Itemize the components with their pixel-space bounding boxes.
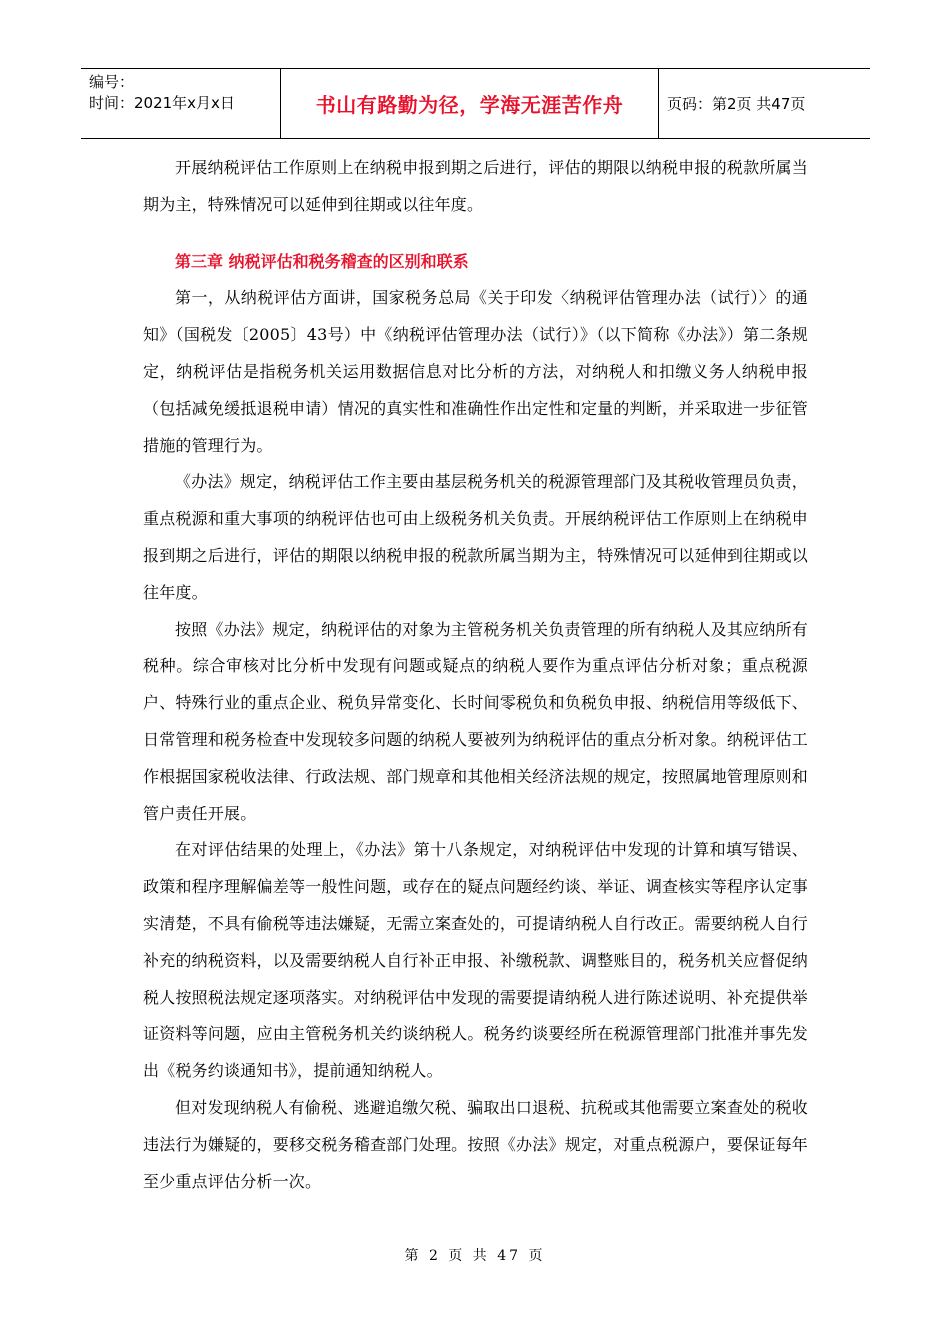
body-paragraph: 但对发现纳税人有偷税、逃避追缴欠税、骗取出口退税、抗税或其他需要立案查处的税收违法行为嫌疑的，要移交税务稽查部门处理。按照《办法》规定，对重点税源户，要保证每年至少重点评估分析一次。	[143, 1097, 808, 1191]
chapter-heading: 第三章 纳税评估和税务稽查的区别和联系	[175, 251, 469, 271]
body-paragraph: 第一，从纳税评估方面讲，国家税务总局《关于印发〈纳税评估管理办法（试行）〉的通知》（国税发〔2005〕43号）中《纳税评估管理办法（试行）》（以下简称《办法》）第二条规定，纳税评估是指税务机关运用数据信息对比分析的方法，对纳税人和扣缴义务人纳税申报（包括减免缓抵退税申请）情况的真实性和准确性作出定性和定量的判断，并采取进一步征管措施的管理行为。	[143, 288, 808, 455]
document-time-label: 时间：2021年x月x日	[89, 94, 235, 112]
header-motto: 书山有路勤为径，学海无涯苦作舟	[281, 69, 659, 138]
page-footer: 第 2 页 共 47 页	[404, 1248, 546, 1264]
body-paragraph: 开展纳税评估工作原则上在纳税申报到期之后进行，评估的期限以纳税申报的税款所属当期为主，特殊情况可以延伸到往期或以往年度。	[143, 158, 808, 214]
page-header	[81, 68, 870, 139]
header-page-info: 页码：第2页 共47页	[667, 95, 806, 113]
body-paragraph: 按照《办法》规定，纳税评估的对象为主管税务机关负责管理的所有纳税人及其应纳所有税种。综合审核对比分析中发现有问题或疑点的纳税人要作为重点评估分析对象；重点税源户、特殊行业的重点企业、税负异常变化、长时间零税负和负税负申报、纳税信用等级低下、日常管理和税务检查中发现较多问题的纳税人要被列为纳税评估的重点分析对象。纳税评估工作根据国家税收法律、行政法规、部门规章和其他相关经济法规的规定，按照属地管理原则和管户责任开展。	[143, 619, 808, 823]
body-paragraph: 《办法》规定，纳税评估工作主要由基层税务机关的税源管理部门及其税收管理员负责，重点税源和重大事项的纳税评估也可由上级税务机关负责。开展纳税评估工作原则上在纳税申报到期之后进行，评估的期限以纳税申报的税款所属当期为主，特殊情况可以延伸到往期或以往年度。	[143, 472, 808, 602]
document-number-label: 编号：	[89, 73, 135, 91]
header-meta-cell	[81, 69, 281, 138]
document-body	[143, 150, 808, 1200]
body-paragraph: 在对评估结果的处理上，《办法》第十八条规定，对纳税评估中发现的计算和填写错误、政策和程序理解偏差等一般性问题，或存在的疑点问题经约谈、举证、调查核实等程序认定事实清楚，不具有偷税等违法嫌疑，无需立案查处的，可提请纳税人自行改正。需要纳税人自行补充的纳税资料，以及需要纳税人自行补正申报、补缴税款、调整账目的，税务机关应督促纳税人按照税法规定逐项落实。对纳税评估中发现的需要提请纳税人进行陈述说明、补充提供举证资料等问题，应由主管税务机关约谈纳税人。税务约谈要经所在税源管理部门批准并事先发出《税务约谈通知书》，提前通知纳税人。	[143, 840, 808, 1081]
